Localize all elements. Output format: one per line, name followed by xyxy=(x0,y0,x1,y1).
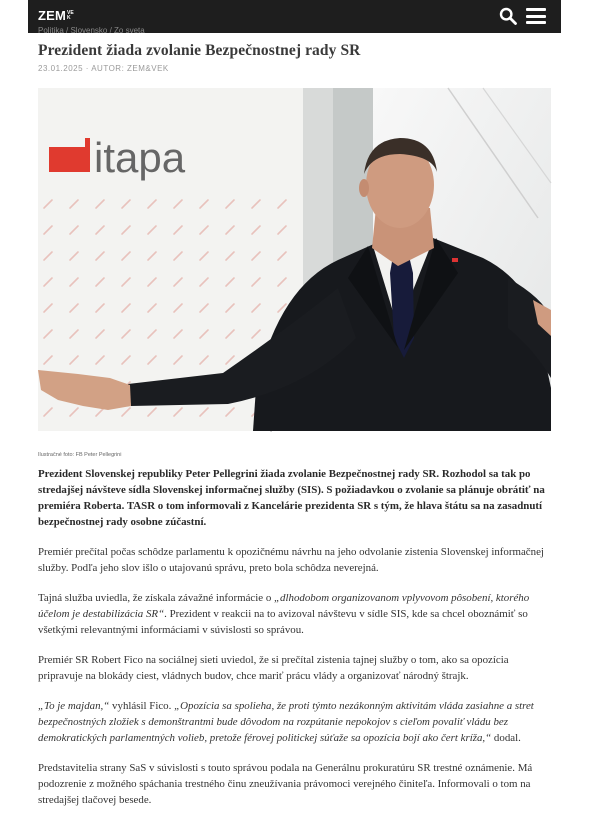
breadcrumb[interactable]: Politika / Slovensko / Zo sveta xyxy=(38,26,145,35)
paragraph-text: . Prezident v reakcii na to avizoval návštevu v sídle SIS, kde sa chcel oboznámiť so všetkými relevantnými informáciami v súvislosti so správou. xyxy=(38,608,528,636)
logo-text: ZEM xyxy=(38,8,67,23)
article-lead: Prezident Slovenskej republiky Peter Pellegrini žiada zvolanie Bezpečnostnej rady SR. Rozhodol sa tak po stredajšej návšteve sídla Slovenskej informačnej služby (SIS). S požiadavkou o zvolanie sa plánuje obrátiť na premiéra Roberta. TASR o tom informovali z Kancelárie prezidenta SR s tým, že hlava štátu sa na zasadnutí bezpečnostnej rady osobne zúčastní. xyxy=(38,468,545,528)
article-photo xyxy=(38,88,551,431)
quote-text: „To je majdan,“ xyxy=(38,700,110,712)
logo-subtext: VEK xyxy=(67,10,74,21)
search-icon[interactable] xyxy=(499,7,517,25)
paragraph-text: Tajná služba uviedla, že získala závažné informácie o xyxy=(38,592,274,604)
quote-text: „Opozícia sa spolieha, že proti týmto nezákonným aktivitám vláda zasiahne a stret bezpečnostných zložiek s demonštrantmi bude dôvodom na rozpútanie nepokojov s cieľom povaliť vládu bez demokratických parlamentných volieb, pretože férovej politickej súťaže sa opozícia bojí ako čert kríža,“ xyxy=(38,700,534,744)
article-paragraph xyxy=(38,698,553,746)
paragraph-text: dodal. xyxy=(491,732,521,744)
article-meta: 23.01.2025 · AUTOR: ZEM&VEK xyxy=(38,64,169,73)
quote-text: „dlhodobom organizovanom vplyvovom pôsobení, ktorého účelom je destabilizácia SR“ xyxy=(38,592,530,620)
article-title: Prezident žiada zvolanie Bezpečnostnej rady SR xyxy=(38,42,361,59)
hamburger-menu-icon[interactable] xyxy=(526,8,546,26)
article-paragraph: Premiér prečítal počas schôdze parlamentu k opozičnému návrhu na jeho odvolanie zistenia Slovenskej informačnej služby. Podľa jeho slov išlo o utajovanú správu, preto bola schôdza neverejná. xyxy=(38,546,544,574)
article-body xyxy=(38,466,553,822)
itapa-sign-text: itapa xyxy=(94,134,186,181)
article-paragraph xyxy=(38,590,553,638)
photo-caption: Ilustračné foto: FB Peter Pellegrini xyxy=(38,452,122,458)
article-paragraph: Premiér SR Robert Fico na sociálnej sieti uviedol, že si prečítal zistenia tajnej služby o tom, ako sa opozícia pripravuje na blokády ciest, vládnych budov, chce mariť prácu vlády a organizovať národný štrajk. xyxy=(38,654,509,682)
paragraph-text: vyhlásil Fico. xyxy=(109,700,175,712)
site-logo[interactable] xyxy=(38,8,74,24)
article-paragraph: Predstavitelia strany SaS v súvislosti s touto správou podala na Generálnu prokuratúru SR trestné oznámenie. Má podozrenie z možného spáchania trestného činu zneužívania právomoci verejného činiteľa. Informovali o tom na stredajšej tlačovej besede. xyxy=(38,762,533,806)
